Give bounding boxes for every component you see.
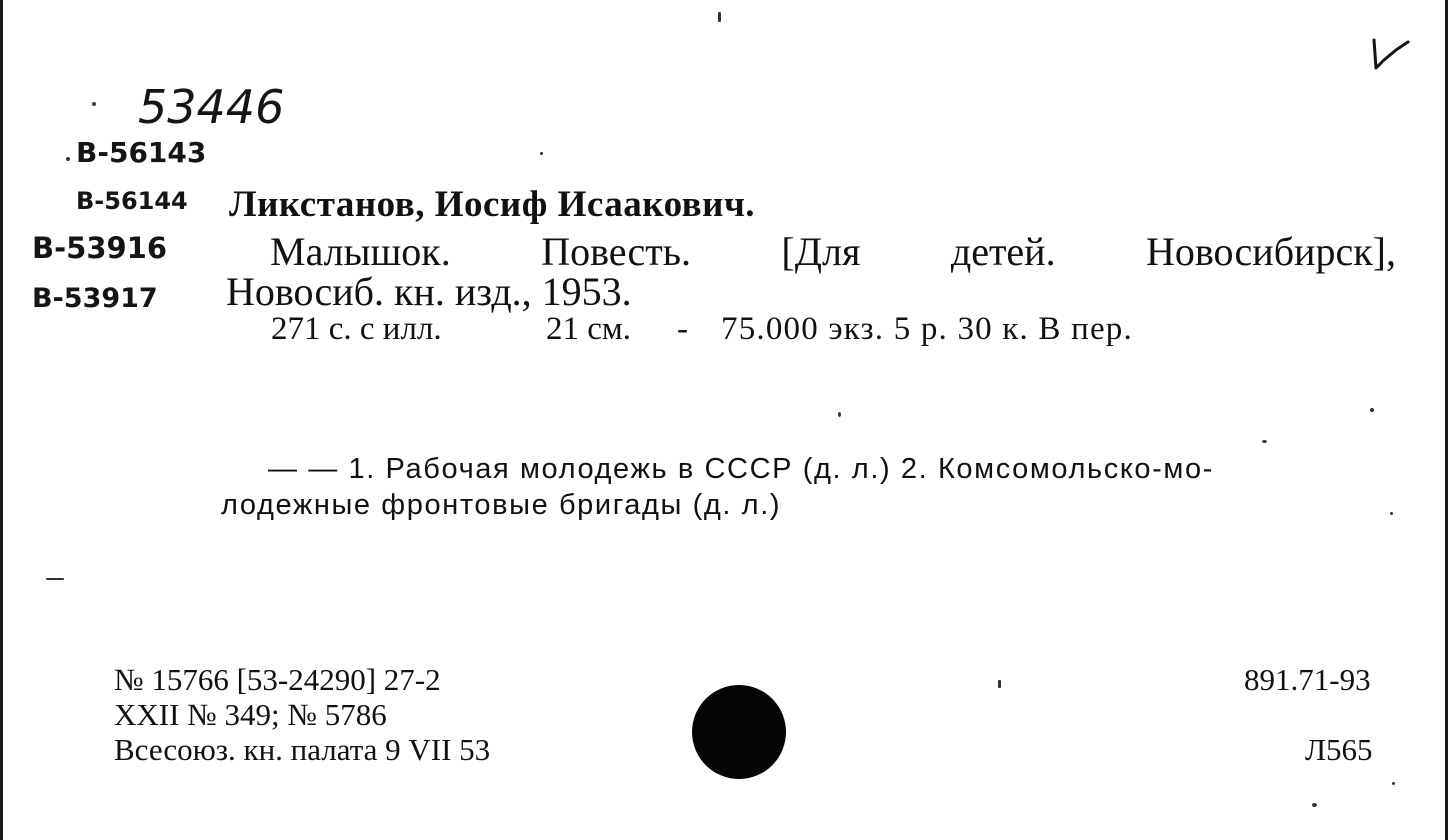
classification-number: 891.71-93 [1244,662,1371,697]
footer-line-3: Всесоюз. кн. палата 9 VII 53 [114,732,491,767]
scan-speck [1392,782,1395,785]
inventory-number: 53446 [138,80,285,134]
scan-speck [92,102,96,106]
footer-line-1: № 15766 [53-24290] 27-2 [114,662,441,697]
size-text: 21 см. [546,311,632,347]
title-word: детей. [950,229,1056,274]
scan-speck [540,152,543,155]
checkmark-icon [1368,36,1412,74]
author-mark: Л565 [1305,732,1373,767]
author-heading: Ликстанов, Иосиф Исаакович. [229,184,756,225]
pages-text: 271 с. с илл. [271,311,442,347]
scan-speck [1390,512,1393,515]
scan-speck [838,412,841,417]
dash-text: - [677,311,688,347]
price-text: 75.000 экз. 5 р. 30 к. В пер. [721,311,1133,347]
scan-speck [718,12,721,22]
accession-number-4: В-53917 [32,283,158,314]
title-word: Малышок. [270,229,451,274]
punch-hole-icon [692,685,786,779]
accession-number-2: В-56144 [76,187,188,215]
scan-speck [1370,408,1374,412]
scan-speck [66,157,70,161]
accession-number-1: В-56143 [76,136,207,169]
imprint-line: Новосиб. кн. изд., 1953. [226,269,632,314]
scan-speck [998,680,1001,688]
title-word: Повесть. [541,229,691,274]
card-left-edge [0,0,3,840]
accession-number-3: В-53916 [32,231,168,265]
scan-speck [1262,440,1267,443]
subject-line-1: — — 1. Рабочая молодежь в СССР (д. л.) 2. Комсомольско-мо- [268,453,1214,485]
title-word: Новосибирск], [1146,229,1396,274]
footer-line-2: XXII № 349; № 5786 [114,697,387,732]
title-line-1 [270,228,1396,275]
scan-speck [46,578,64,580]
title-word: [Для [781,229,861,274]
subject-line-2: лодежные фронтовые бригады (д. л.) [221,489,782,521]
scan-speck [1312,803,1317,807]
